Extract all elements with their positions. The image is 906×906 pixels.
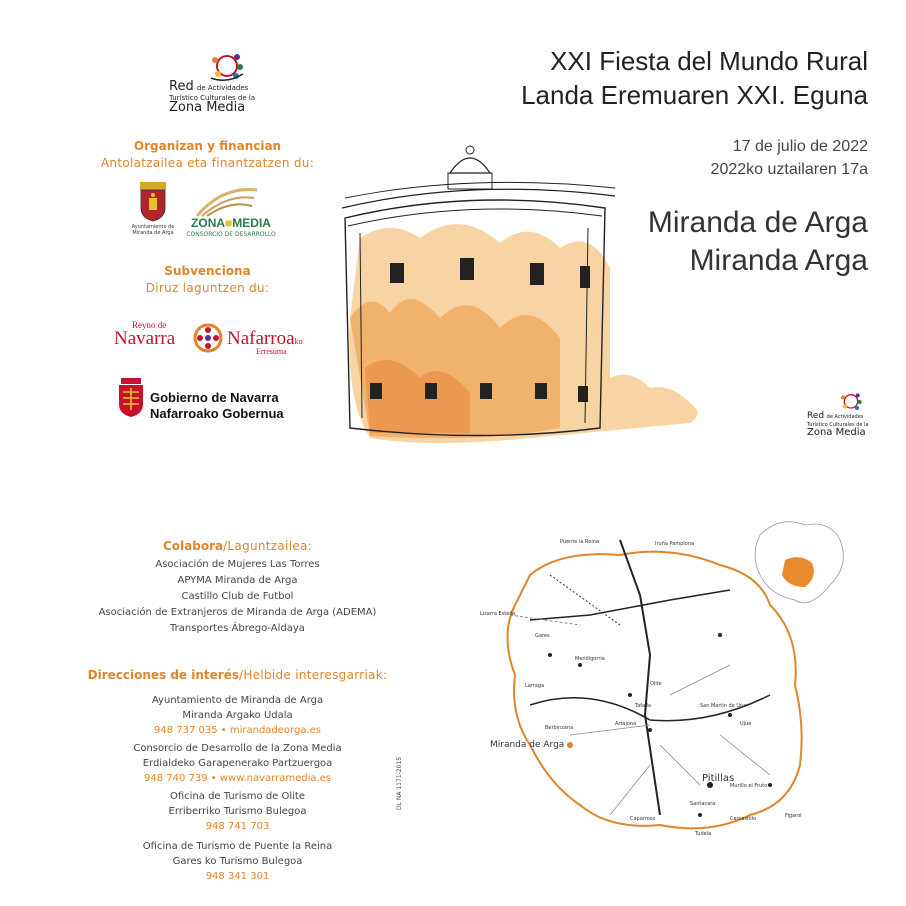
coat-of-arms-icon [138,180,168,222]
red-logo [165,52,256,115]
list-item: Transportes Ábrego-Aldaya [170,623,305,634]
nafarroa-small: Erresuma [256,347,287,356]
gobierno-navarra-logo [117,376,317,424]
event-place-eu: Miranda Arga [689,244,868,277]
red-logo-small-icon [839,392,863,412]
nafarroa-suffix: ko [294,337,303,346]
zona-media-line2: CONSORCIO DE DESARROLLO [186,231,276,238]
org-name: Ayuntamiento de Miranda de Arga [151,695,324,706]
wheat-icon [192,186,262,218]
map-label-town: Caparroso [630,816,656,822]
red-small-line3: Zona Media [807,427,866,438]
map-label-town: Tafalla [635,703,651,709]
red-logo-line3: Zona Media [169,100,246,115]
organizan-title: Organizan y financian [133,139,282,153]
organizan-subtitle: Antolatzailea eta finantzatzen du: [100,156,315,170]
org-turismo-puente [100,839,375,884]
map-label-town: Berbinzana [545,725,574,731]
map-label-town: Murillo el Fruto [730,783,768,789]
subvenciona-subtitle: Diruz laguntzen du: [145,281,270,295]
subvenciona-title: Subvenciona [164,264,251,278]
map-label-town: Santacara [690,801,716,807]
event-title-eu: Landa Eremuaren XXI. Eguna [521,80,868,110]
gobierno-line2: Nafarroako Gobernua [150,406,284,421]
list-item: Asociación de Mujeres Las Torres [155,559,320,570]
map-label-town: Lizarra Estella [480,611,516,617]
map-label-town: Tudela [695,831,712,837]
map-label-town: Figarol [785,813,802,819]
red-small-line1s: de Actividades [826,414,864,420]
map-label-town: San Martín de Unx [700,703,747,709]
colabora-title: Colabora [162,539,224,553]
map-label-town: Puente la Reina [560,539,599,545]
direcciones-subtitle: /Helbide interesgarriak: [238,668,388,682]
red-logo-line2: Turístico Culturales de la [169,94,256,102]
colabora-list [80,557,395,637]
event-date-es: 17 de julio de 2022 [732,138,868,155]
map-label-town: Olite [650,681,662,687]
colabora-subtitle: /Laguntzailea: [223,539,313,553]
gobierno-line1: Gobierno de Navarra [150,390,279,405]
org-contact[interactable]: 948 737 035 • mirandadeorga.es [153,725,322,736]
map-label-town: Gares [535,633,550,639]
red-logo-small [805,392,875,442]
zona-media-logo: ZONA■MEDIA CONSORCIO DE DESARROLLO [186,186,276,246]
red-logo-line1: Red [169,79,194,94]
map-label-town: Carcastillo [730,816,757,822]
map-label-miranda: Miranda de Arga [490,740,565,750]
event-date-eu: 2022ko uztailaren 17a [710,161,868,178]
zona-media-line1b: MEDIA [232,216,271,230]
legal-deposit: DL NA 1171-2015 [396,756,403,810]
map-label-town: Artajona [615,721,637,727]
org-name-eu: Erdialdeko Garapenerako Partzuergoa [142,758,333,769]
regional-map [470,515,890,855]
navarra-inset-map [755,522,843,603]
org-ayuntamiento [100,693,375,738]
castle-illustration [330,138,710,453]
org-name: Oficina de Turismo de Olite [169,791,305,802]
red-small-line2: Turístico Culturales de la [807,422,869,428]
list-item: APYMA Miranda de Arga [177,575,298,586]
red-logo-icon [209,52,245,82]
navarra-shield-icon [117,378,145,418]
ayuntamiento-logo [128,180,178,246]
org-contact[interactable]: 948 740 739 • www.navarramedia.es [143,773,332,784]
org-name: Consorcio de Desarrollo de la Zona Media [133,743,342,754]
map-label-town: Mendigorría [575,656,605,662]
navarra-emblem-icon [192,322,224,354]
map-label-town: Larraga [525,683,545,689]
map-label-pitillas: Pitillas [702,773,735,784]
ayuntamiento-caption: Ayuntamiento de Miranda de Arga [131,224,175,236]
org-consorcio [100,741,375,786]
red-small-line1: Red [807,411,825,421]
event-title-es: XXI Fiesta del Mundo Rural [550,46,868,76]
org-name-eu: Miranda Argako Udala [182,710,293,721]
nafarroa-big: Nafarroa [227,328,295,349]
reyno-navarra-logo [114,320,314,360]
org-turismo-olite [100,789,375,834]
org-contact[interactable]: 948 341 301 [205,871,270,882]
reyno-big: Navarra [114,328,176,349]
event-place-es: Miranda de Arga [647,206,868,239]
list-item: Asociación de Extranjeros de Miranda de Arga (ADEMA) [98,607,377,618]
org-name: Oficina de Turismo de Puente la Reina [142,841,333,852]
direcciones-title: Direcciones de interés [87,668,239,682]
reyno-small: Reyno de [132,320,167,330]
map-label-town: Iruña Pamplona [655,541,695,547]
org-name-eu: Erriberriko Turismo Bulegoa [168,806,307,817]
list-item: Castillo Club de Futbol [181,591,294,602]
red-logo-line1-small: de Actividades [196,84,249,92]
map-label-town: Ujué [740,721,752,727]
zona-media-line1: ZONA [191,216,226,230]
org-name-eu: Gares ko Turismo Bulegoa [172,856,303,867]
org-contact[interactable]: 948 741 703 [205,821,270,832]
